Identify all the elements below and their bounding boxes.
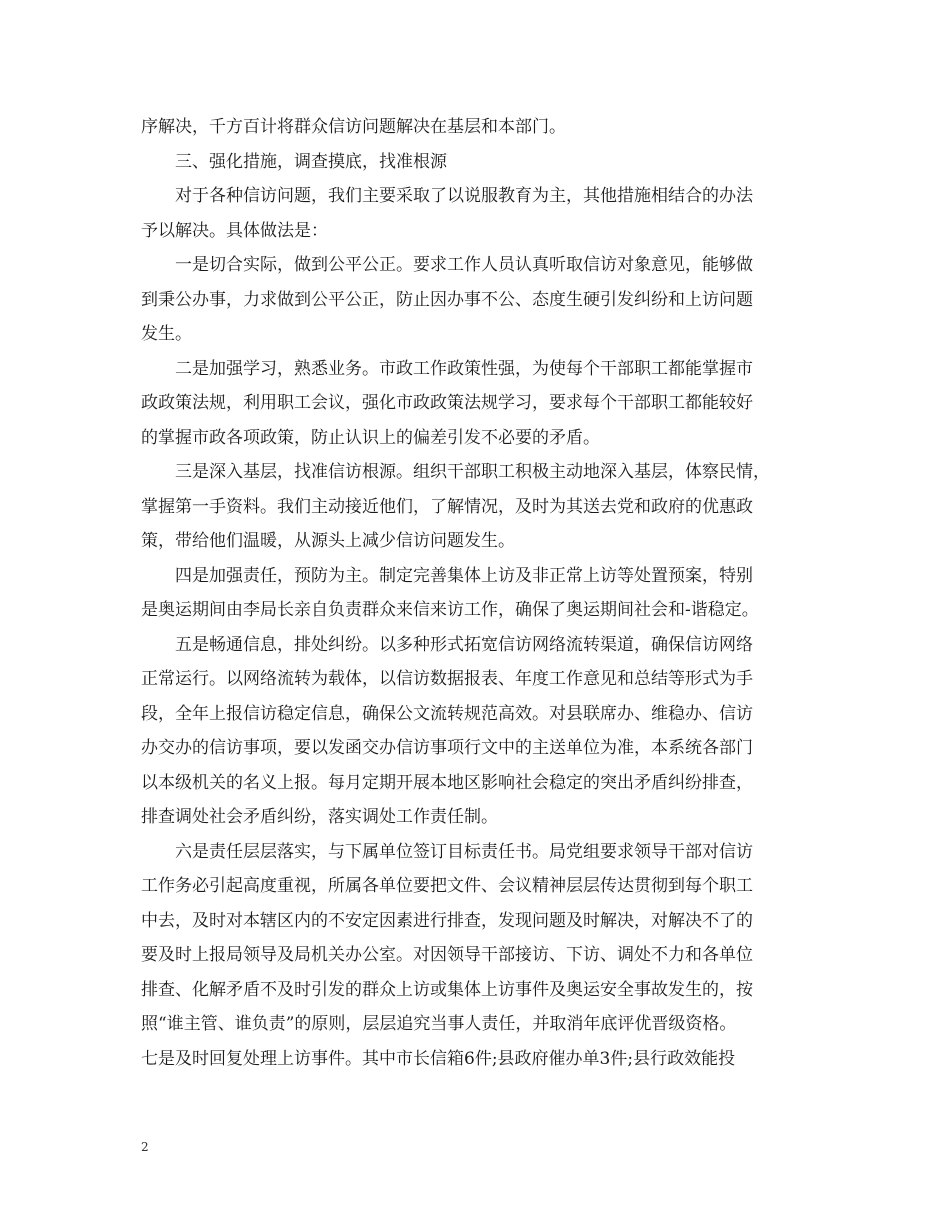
text-line: 正常运行。以网络流转为载体，以信访数据报表、年度工作意见和总结等形式为手 bbox=[141, 669, 753, 689]
text-line: 五是畅通信息，排处纠纷。以多种形式拓宽信访网络流转渠道，确保信访网络 bbox=[175, 634, 753, 655]
text-line: 工作务必引起高度重视，所属各单位要把文件、会议精神层层传达贯彻到每个职工 bbox=[141, 876, 753, 896]
paragraph bbox=[141, 628, 821, 835]
text-line: 对于各种信访问题，我们主要采取了以说服教育为主，其他措施相结合的办法 bbox=[175, 186, 753, 206]
paragraph bbox=[141, 455, 821, 559]
text-line: 到秉公办事，力求做到公平公正，防止因办事不公、态度生硬引发纠纷和上访问题 bbox=[141, 289, 753, 310]
text-line: 掌握第一手资料。我们主动接近他们，了解情况，及时为其送去党和政府的优惠政 bbox=[141, 496, 753, 517]
text-line: 予以解决。具体做法是： bbox=[141, 220, 328, 241]
text-line: 六是责任层层落实，与下属单位签订目标责任书。局党组要求领导干部对信访 bbox=[175, 841, 753, 862]
text-line: 政政策法规，利用职工会议，强化市政政策法规学习，要求每个干部职工都能较好 bbox=[141, 393, 753, 413]
text-line: 排查调处社会矛盾纠纷，落实调处工作责任制。 bbox=[141, 807, 498, 827]
text-line: 策，带给他们温暖，从源头上减少信访问题发生。 bbox=[141, 531, 515, 551]
text-line: 发生。 bbox=[141, 324, 192, 344]
text-line: 一是切合实际，做到公平公正。要求工作人员认真听取信访对象意见，能够做 bbox=[175, 255, 753, 275]
text-line: 排查、化解矛盾不及时引发的群众上访或集体上访事件及奥运安全事故发生的，按 bbox=[141, 979, 753, 1000]
text-line: 以本级机关的名义上报。每月定期开展本地区影响社会稳定的突出矛盾纠纷排查， bbox=[141, 772, 753, 793]
page-number: 2 bbox=[141, 1140, 149, 1154]
text-line: 的掌握市政各项政策，防止认识上的偏差引发不必要的矛盾。 bbox=[141, 427, 600, 448]
paragraph bbox=[141, 145, 821, 180]
text-line: 三是深入基层，找准信访根源。组织干部职工积极主动地深入基层，体察民情， bbox=[175, 462, 770, 482]
text-line: 七是及时回复处理上访事件。其中市长信箱6件;县政府催办单3件;县行政效能投 bbox=[141, 1048, 736, 1069]
paragraph bbox=[141, 179, 821, 248]
text-line: 段，全年上报信访稳定信息，确保公文流转规范高效。对县联席办、维稳办、信访 bbox=[141, 703, 753, 724]
text-line: 照“谁主管、谁负责”的原则，层层追究当事人责任，并取消年底评优晋级资格。 bbox=[141, 1014, 737, 1034]
text-line: 是奥运期间由李局长亲自负责群众来信来访工作，确保了奥运期间社会和-谐稳定。 bbox=[141, 600, 759, 620]
text-line: 中去，及时对本辖区内的不安定因素进行排查，发现问题及时解决，对解决不了的 bbox=[141, 910, 753, 931]
paragraph bbox=[141, 352, 821, 456]
paragraph bbox=[141, 248, 821, 352]
paragraph bbox=[141, 835, 821, 1042]
paragraph bbox=[141, 1042, 821, 1077]
text-line: 四是加强责任，预防为主。制定完善集体上访及非正常上访等处置预案，特别 bbox=[175, 565, 753, 586]
text-line: 办交办的信访事项，要以发函交办信访事项行文中的主送单位为准，本系统各部门 bbox=[141, 738, 753, 758]
paragraph bbox=[141, 559, 821, 628]
text-line: 三、强化措施，调查摸底，找准根源 bbox=[175, 151, 447, 172]
text-line: 要及时上报局领导及局机关办公室。对因领导干部接访、下访、调处不力和各单位 bbox=[141, 945, 753, 965]
text-line: 序解决，千方百计将群众信访问题解决在基层和本部门。 bbox=[141, 117, 566, 137]
document-body bbox=[141, 110, 821, 1076]
paragraph bbox=[141, 110, 821, 145]
text-line: 二是加强学习，熟悉业务。市政工作政策性强，为使每个干部职工都能掌握市 bbox=[175, 358, 753, 379]
